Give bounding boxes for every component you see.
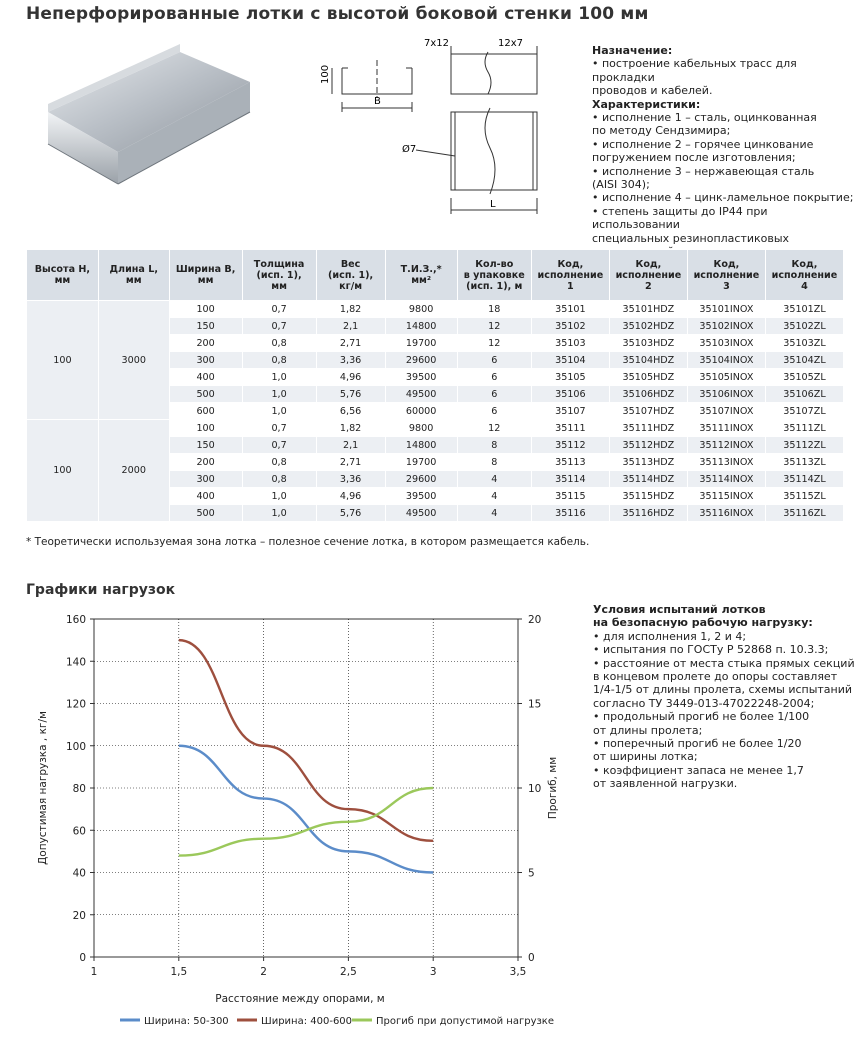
table-cell: 35107HDZ (609, 403, 687, 420)
table-cell: 35104INOX (687, 352, 765, 369)
table-cell: 35116HDZ (609, 505, 687, 522)
condition-line: • поперечный прогиб не более 1/20 (593, 737, 802, 751)
table-cell: 35115HDZ (609, 488, 687, 505)
table-cell: 12 (457, 318, 531, 335)
purpose-line: • построение кабельных трасс для прокладки (592, 57, 797, 84)
table-cell: 35113 (531, 454, 609, 471)
table-cell: 9800 (385, 301, 457, 318)
table-header: Длина L, мм (98, 250, 169, 301)
condition-line: • испытания по ГОСТу Р 52868 п. 10.3.3; (593, 643, 829, 657)
table-cell: 0,7 (242, 301, 316, 318)
table-cell: 0,8 (242, 352, 316, 369)
characteristic-line: • исполнение 2 – горячее цинкование (592, 137, 814, 151)
table-cell: 3000 (98, 301, 169, 420)
condition-line: от заявленной нагрузки. (593, 777, 738, 791)
characteristic-line: • исполнение 1 – сталь, оцинкованная (592, 111, 817, 125)
table-cell: 19700 (385, 454, 457, 471)
table-cell: 100 (169, 420, 242, 437)
table-cell: 2,1 (316, 318, 385, 335)
table-cell: 1,0 (242, 505, 316, 522)
table-cell: 35101HDZ (609, 301, 687, 318)
table-cell: 35115ZL (765, 488, 843, 505)
y-tick-label: 160 (65, 614, 86, 626)
table-cell: 35102ZL (765, 318, 843, 335)
table-cell: 300 (169, 471, 242, 488)
dim-height: 100 (320, 64, 331, 84)
table-cell: 35104ZL (765, 352, 843, 369)
x-tick-label: 1,5 (170, 966, 188, 978)
table-cell: 2,1 (316, 437, 385, 454)
dim-width: B (374, 96, 381, 107)
characteristic-line: • степень защиты до IP44 при использовании (592, 204, 768, 232)
table-cell: 5,76 (316, 386, 385, 403)
table-header: Кол-во в упаковке (исп. 1), м (457, 250, 531, 301)
table-cell: 6 (457, 403, 531, 420)
legend-label: Прогиб при допустимой нагрузке (376, 1016, 554, 1027)
x-tick-label: 3 (429, 966, 437, 978)
table-cell: 6 (457, 369, 531, 386)
condition-line: • продольный прогиб не более 1/100 (593, 710, 810, 724)
y-tick-label: 40 (72, 867, 86, 880)
table-cell: 35107ZL (765, 403, 843, 420)
table-cell: 2000 (98, 420, 169, 522)
y-tick-label: 120 (65, 698, 86, 711)
table-cell: 39500 (385, 488, 457, 505)
conditions-subheading: на безопасную рабочую нагрузку: (593, 616, 813, 630)
table-cell: 4,96 (316, 488, 385, 505)
table-cell: 6 (457, 386, 531, 403)
y-tick-label: 0 (79, 952, 86, 964)
condition-line: от длины пролета; (593, 723, 703, 737)
table-header: Т.И.З.,* мм² (385, 250, 457, 301)
condition-line: от ширины лотка; (593, 750, 698, 764)
table-cell: 12 (457, 335, 531, 352)
table-cell: 9800 (385, 420, 457, 437)
table-cell: 0,8 (242, 335, 316, 352)
table-cell: 1,0 (242, 403, 316, 420)
table-cell: 150 (169, 318, 242, 335)
table-header: Толщина (исп. 1), мм (242, 250, 316, 301)
table-cell: 1,0 (242, 488, 316, 505)
table-cell: 35101ZL (765, 301, 843, 318)
load-chart (20, 605, 580, 1042)
table-cell: 60000 (385, 403, 457, 420)
table-header: Код, исполнение 4 (765, 250, 843, 301)
table-cell: 6,56 (316, 403, 385, 420)
table-cell: 35113INOX (687, 454, 765, 471)
table-cell: 4 (457, 505, 531, 522)
table-row (27, 301, 844, 318)
table-cell: 35114ZL (765, 471, 843, 488)
table-row (27, 420, 844, 437)
table-cell: 35111ZL (765, 420, 843, 437)
table-cell: 100 (169, 301, 242, 318)
characteristic-line: • исполнение 4 – цинк-ламельное покрытие; (592, 191, 854, 205)
graphs-title: Графики нагрузок (26, 582, 176, 598)
dim-length: L (490, 199, 496, 210)
x-tick-label: 2,5 (340, 966, 357, 978)
table-cell: 2,71 (316, 454, 385, 471)
table-cell: 35106ZL (765, 386, 843, 403)
table-cell: 49500 (385, 386, 457, 403)
table-cell: 35105INOX (687, 369, 765, 386)
table-cell: 35116INOX (687, 505, 765, 522)
y2-tick-label: 15 (528, 698, 542, 711)
y-tick-label: 140 (65, 656, 86, 669)
table-cell: 500 (169, 386, 242, 403)
condition-line: • для исполнения 1, 2 и 4; (593, 629, 747, 643)
table-cell: 49500 (385, 505, 457, 522)
condition-line: в концевом пролете до опоры составляет (593, 670, 838, 684)
table-cell: 8 (457, 437, 531, 454)
table-cell: 300 (169, 352, 242, 369)
spec-table (26, 249, 844, 522)
table-cell: 35107 (531, 403, 609, 420)
table-cell: 19700 (385, 335, 457, 352)
characteristics-heading: Характеристики: (592, 97, 701, 111)
table-cell: 500 (169, 505, 242, 522)
table-cell: 8 (457, 454, 531, 471)
info-block (592, 44, 854, 259)
table-cell: 200 (169, 335, 242, 352)
table-cell: 35112HDZ (609, 437, 687, 454)
table-cell: 35102HDZ (609, 318, 687, 335)
table-cell: 35111 (531, 420, 609, 437)
y2-tick-label: 5 (528, 867, 535, 880)
x-tick-label: 1 (90, 966, 98, 978)
table-cell: 35102 (531, 318, 609, 335)
y2-tick-label: 0 (528, 952, 535, 964)
dim-slot-1: 7x12 (424, 38, 450, 49)
table-cell: 6 (457, 352, 531, 369)
table-cell: 4 (457, 488, 531, 505)
table-cell: 35103ZL (765, 335, 843, 352)
table-cell: 35111INOX (687, 420, 765, 437)
table-cell: 35101INOX (687, 301, 765, 318)
dim-slot-2: 12x7 (498, 38, 524, 49)
table-cell: 35103HDZ (609, 335, 687, 352)
table-cell: 150 (169, 437, 242, 454)
table-cell: 100 (27, 420, 99, 522)
table-cell: 35103INOX (687, 335, 765, 352)
table-cell: 35105 (531, 369, 609, 386)
table-cell: 35113HDZ (609, 454, 687, 471)
table-cell: 4 (457, 471, 531, 488)
table-cell: 200 (169, 454, 242, 471)
table-cell: 35106INOX (687, 386, 765, 403)
table-cell: 600 (169, 403, 242, 420)
table-cell: 14800 (385, 318, 457, 335)
table-cell: 12 (457, 420, 531, 437)
y-tick-label: 20 (72, 909, 86, 922)
table-header: Ширина B, мм (169, 250, 242, 301)
table-cell: 35113ZL (765, 454, 843, 471)
table-cell: 35106 (531, 386, 609, 403)
table-cell: 0,7 (242, 318, 316, 335)
table-cell: 1,0 (242, 369, 316, 386)
legend-label: Ширина: 50-300 (144, 1016, 229, 1027)
table-cell: 35104 (531, 352, 609, 369)
table-cell: 35112 (531, 437, 609, 454)
table-cell: 1,0 (242, 386, 316, 403)
dim-hole: Ø7 (402, 144, 417, 155)
characteristic-line: • исполнение 3 – нержавеющая сталь (592, 164, 815, 178)
table-cell: 29600 (385, 471, 457, 488)
x-axis-label: Расстояние между опорами, м (215, 993, 385, 1005)
y2-tick-label: 10 (528, 783, 542, 795)
characteristic-line: погружением после изготовления; (592, 151, 796, 165)
table-header: Код, исполнение 2 (609, 250, 687, 301)
table-cell: 35102INOX (687, 318, 765, 335)
table-cell: 35114INOX (687, 471, 765, 488)
table-header: Код, исполнение 3 (687, 250, 765, 301)
table-cell: 35107INOX (687, 403, 765, 420)
condition-line: • расстояние от места стыка прямых секций (593, 656, 855, 670)
conditions-heading: Условия испытаний лотков (593, 603, 766, 616)
table-cell: 0,8 (242, 471, 316, 488)
table-cell: 39500 (385, 369, 457, 386)
table-cell: 0,7 (242, 437, 316, 454)
table-header: Высота H, мм (27, 250, 99, 301)
table-cell: 35115INOX (687, 488, 765, 505)
table-header: Вес (исп. 1), кг/м (316, 250, 385, 301)
table-cell: 4,96 (316, 369, 385, 386)
characteristic-line: (AISI 304); (592, 178, 650, 192)
table-cell: 35116 (531, 505, 609, 522)
table-cell: 14800 (385, 437, 457, 454)
x-tick-label: 2 (260, 966, 267, 978)
table-cell: 35103 (531, 335, 609, 352)
table-cell: 35105ZL (765, 369, 843, 386)
table-cell: 29600 (385, 352, 457, 369)
table-cell: 35112INOX (687, 437, 765, 454)
table-cell: 3,36 (316, 352, 385, 369)
table-cell: 35116ZL (765, 505, 843, 522)
table-cell: 35114HDZ (609, 471, 687, 488)
y2-axis-label: Прогиб, мм (547, 756, 559, 820)
page-title: Неперфорированные лотки с высотой боковой стенки 100 мм (26, 4, 649, 24)
table-cell: 0,7 (242, 420, 316, 437)
technical-drawing (318, 32, 548, 222)
characteristic-line: специальных резинопластиковых (592, 231, 790, 245)
condition-line: • коэффициент запаса не менее 1,7 (593, 763, 804, 777)
y-axis-label: Допустимая нагрузка , кг/м (37, 711, 49, 865)
x-tick-label: 3,5 (509, 966, 527, 978)
condition-line: согласно ТУ 3449-013-47022248-2004; (593, 696, 815, 710)
characteristic-line: по методу Сендзимира; (592, 124, 731, 138)
table-cell: 3,36 (316, 471, 385, 488)
table-cell: 400 (169, 369, 242, 386)
footnote: * Теоретически используемая зона лотка – полезное сечение лотка, в котором размещается кабель. (26, 536, 590, 548)
table-cell: 18 (457, 301, 531, 318)
y2-tick-label: 20 (528, 614, 542, 626)
table-cell: 35114 (531, 471, 609, 488)
table-cell: 2,71 (316, 335, 385, 352)
purpose-line: проводов и кабелей. (592, 84, 713, 98)
table-cell: 0,8 (242, 454, 316, 471)
table-cell: 35104HDZ (609, 352, 687, 369)
condition-line: 1/4-1/5 от длины пролета, схемы испытаний (593, 683, 853, 697)
table-cell: 35106HDZ (609, 386, 687, 403)
table-cell: 1,82 (316, 301, 385, 318)
table-cell: 35105HDZ (609, 369, 687, 386)
legend-label: Ширина: 400-600 (261, 1016, 353, 1027)
table-header: Код, исполнение 1 (531, 250, 609, 301)
table-cell: 100 (27, 301, 99, 420)
tray-product-image (30, 34, 258, 194)
y-tick-label: 60 (72, 825, 86, 838)
table-cell: 1,82 (316, 420, 385, 437)
table-cell: 35111HDZ (609, 420, 687, 437)
table-cell: 35101 (531, 301, 609, 318)
purpose-heading: Назначение: (592, 44, 673, 57)
table-cell: 35112ZL (765, 437, 843, 454)
y-tick-label: 80 (72, 783, 86, 795)
test-conditions (593, 603, 855, 791)
table-cell: 400 (169, 488, 242, 505)
y-tick-label: 100 (65, 740, 86, 753)
table-cell: 5,76 (316, 505, 385, 522)
table-cell: 35115 (531, 488, 609, 505)
